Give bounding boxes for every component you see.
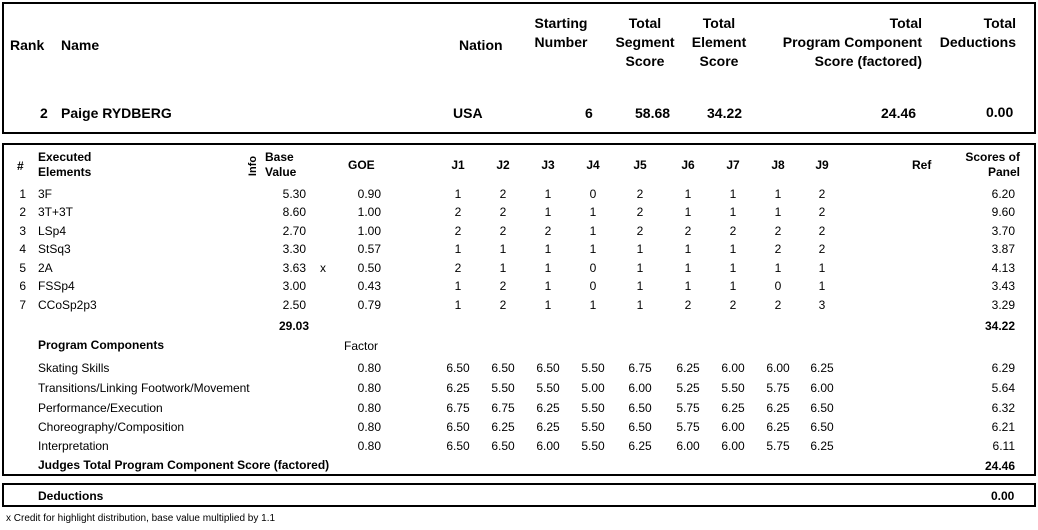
component-name: Choreography/Composition [38,420,185,434]
component-judge-score-j7: 6.00 [721,420,745,434]
element-goe: 0.57 [357,242,381,256]
element-panel-score: 3.70 [991,224,1015,238]
program-components-title: Program Components [38,338,165,352]
component-judge-score-j2: 6.50 [491,361,515,375]
element-judge-score-j8: 1 [774,205,782,219]
component-judge-score-j4: 5.50 [581,439,605,453]
element-judge-score-j9: 1 [818,261,826,275]
element-goe: 0.90 [357,187,381,201]
component-judge-score-j6: 6.00 [676,439,700,453]
element-judge-score-j2: 2 [499,279,507,293]
component-judge-score-j9: 6.00 [810,381,834,395]
component-panel-score: 6.11 [992,439,1015,453]
nation-header: Nation [459,37,503,53]
component-panel-score: 6.29 [991,361,1015,375]
component-name: Interpretation [38,439,109,453]
skater-nation: USA [453,105,483,121]
pcs-total-label: Judges Total Program Component Score (factored) [38,458,330,472]
element-judge-score-j9: 2 [818,187,826,201]
element-name: 2A [38,261,53,275]
deductions-box [2,483,1036,507]
element-judge-score-j8: 2 [774,224,782,238]
element-number-header: # [17,159,24,173]
component-factor: 0.80 [357,439,381,453]
element-judge-score-j1: 2 [454,224,462,238]
element-judge-score-j3: 1 [544,261,552,275]
element-name: 3T+3T [38,205,74,219]
judge-header-3: J3 [541,158,555,172]
element-name: FSSp4 [38,279,75,293]
element-judge-score-j3: 1 [544,242,552,256]
component-panel-score: 6.32 [991,401,1015,415]
element-name: 3F [38,187,53,201]
skater-total-deductions: 0.00 [986,104,1014,120]
element-judge-score-j7: 1 [729,242,737,256]
element-number: 5 [19,261,26,275]
element-name: LSp4 [38,224,67,238]
component-judge-score-j4: 5.00 [581,381,605,395]
element-goe: 0.50 [357,261,381,275]
element-judge-score-j2: 2 [499,224,507,238]
total-element-score-header: Total Element Score [691,15,747,69]
element-judge-score-j1: 1 [454,279,462,293]
component-judge-score-j5: 6.25 [628,439,652,453]
component-judge-score-j9: 6.25 [810,439,834,453]
element-number: 7 [19,298,26,312]
element-judge-score-j3: 1 [544,298,552,312]
element-goe: 0.43 [357,279,381,293]
element-judge-score-j4: 0 [589,187,597,201]
element-judge-score-j1: 2 [454,205,462,219]
elements-total-base-value: 29.03 [279,319,310,333]
component-judge-score-j3: 6.00 [536,439,560,453]
component-factor: 0.80 [357,361,381,375]
component-judge-score-j9: 6.25 [810,361,834,375]
element-judge-score-j8: 0 [774,279,782,293]
element-judge-score-j5: 1 [636,279,644,293]
element-bonus-marker: x [320,261,326,275]
element-judge-score-j4: 0 [589,279,597,293]
element-judge-score-j6: 2 [684,224,692,238]
element-judge-score-j9: 2 [818,205,826,219]
component-name: Performance/Execution [38,401,163,415]
component-judge-score-j3: 6.25 [536,401,560,415]
element-base-value: 8.60 [282,205,306,219]
element-judge-score-j1: 1 [454,187,462,201]
element-judge-score-j6: 1 [684,187,692,201]
skater-starting-number: 6 [585,105,593,121]
component-factor: 0.80 [357,420,381,434]
element-judge-score-j6: 2 [684,298,692,312]
element-judge-score-j7: 1 [729,279,737,293]
total-segment-score-header: Total Segment Score [615,15,675,69]
judge-header-6: J6 [681,158,695,172]
component-judge-score-j2: 5.50 [491,381,515,395]
executed-elements-header: Executed Elements [38,150,92,179]
component-judge-score-j8: 6.25 [766,420,790,434]
component-factor: 0.80 [357,381,381,395]
element-judge-score-j5: 1 [636,261,644,275]
skater-name: Paige RYDBERG [61,105,172,121]
judge-header-4: J4 [586,158,600,172]
element-panel-score: 9.60 [991,205,1015,219]
starting-number-header: Starting Number [534,15,588,50]
judge-header-7: J7 [726,158,740,172]
skater-total-segment-score: 58.68 [635,105,671,121]
element-panel-score: 3.43 [991,279,1015,293]
component-judge-score-j9: 6.50 [810,401,834,415]
goe-header: GOE [348,158,375,172]
element-judge-score-j9: 2 [818,242,826,256]
element-judge-score-j2: 2 [499,298,507,312]
element-judge-score-j2: 1 [499,261,507,275]
component-judge-score-j3: 6.25 [536,420,560,434]
element-judge-score-j4: 0 [589,261,597,275]
component-judge-score-j7: 5.50 [721,381,745,395]
component-judge-score-j6: 5.75 [676,401,700,415]
footnote: x Credit for highlight distribution, base value multiplied by 1.1 [6,513,276,524]
element-name: CCoSp2p3 [38,298,97,312]
element-judge-score-j3: 1 [544,187,552,201]
element-base-value: 3.00 [282,279,306,293]
element-judge-score-j5: 2 [636,205,644,219]
element-judge-score-j4: 1 [589,298,597,312]
element-judge-score-j5: 1 [636,242,644,256]
element-base-value: 5.30 [282,187,306,201]
element-judge-score-j7: 1 [729,205,737,219]
element-judge-score-j5: 2 [636,187,644,201]
component-judge-score-j2: 6.25 [491,420,515,434]
element-judge-score-j9: 3 [818,298,826,312]
component-judge-score-j6: 5.75 [676,420,700,434]
element-judge-score-j4: 1 [589,224,597,238]
component-name: Transitions/Linking Footwork/Movement [38,381,250,395]
ref-header: Ref [912,158,932,172]
element-judge-score-j8: 2 [774,298,782,312]
skater-total-element-score: 34.22 [707,105,743,121]
element-judge-score-j1: 1 [454,298,462,312]
scores-of-panel-header: Scores of Panel [965,150,1020,179]
element-judge-score-j2: 2 [499,205,507,219]
component-judge-score-j7: 6.25 [721,401,745,415]
element-judge-score-j3: 1 [544,279,552,293]
element-base-value: 2.70 [282,224,306,238]
factor-header: Factor [344,339,379,353]
element-judge-score-j6: 1 [684,242,692,256]
component-panel-score: 5.64 [991,381,1015,395]
element-name: StSq3 [38,242,71,256]
element-panel-score: 4.13 [991,261,1015,275]
element-judge-score-j8: 1 [774,187,782,201]
judge-header-2: J2 [496,158,510,172]
element-judge-score-j7: 2 [729,298,737,312]
deductions-value: 0.00 [991,489,1015,503]
component-judge-score-j1: 6.50 [446,420,470,434]
element-judge-score-j6: 1 [684,261,692,275]
deductions-label: Deductions [38,489,104,503]
component-factor: 0.80 [357,401,381,415]
component-judge-score-j3: 5.50 [536,381,560,395]
judge-header-8: J8 [771,158,785,172]
total-pcs-header: Total Program Component Score (factored) [782,15,922,69]
element-judge-score-j8: 2 [774,242,782,256]
component-judge-score-j6: 6.25 [676,361,700,375]
element-judge-score-j4: 1 [589,205,597,219]
component-judge-score-j8: 6.00 [766,361,790,375]
judge-header-9: J9 [815,158,829,172]
element-judge-score-j7: 1 [729,261,737,275]
component-judge-score-j5: 6.75 [628,361,652,375]
component-judge-score-j7: 6.00 [721,361,745,375]
pcs-total-value: 24.46 [985,459,1016,473]
component-judge-score-j1: 6.75 [446,401,470,415]
element-number: 1 [19,187,26,201]
skater-rank: 2 [40,105,48,121]
component-judge-score-j1: 6.50 [446,361,470,375]
component-judge-score-j8: 5.75 [766,439,790,453]
component-judge-score-j9: 6.50 [810,420,834,434]
element-judge-score-j3: 2 [544,224,552,238]
element-judge-score-j3: 1 [544,205,552,219]
component-name: Skating Skills [38,361,110,375]
component-judge-score-j4: 5.50 [581,401,605,415]
element-panel-score: 3.29 [991,298,1015,312]
element-judge-score-j2: 2 [499,187,507,201]
total-deductions-header: Total Deductions [939,15,1016,50]
judge-header-5: J5 [633,158,647,172]
info-header: Info [247,155,260,177]
component-panel-score: 6.21 [991,420,1015,434]
element-panel-score: 6.20 [991,187,1015,201]
element-goe: 1.00 [357,224,381,238]
element-judge-score-j2: 1 [499,242,507,256]
element-number: 6 [19,279,26,293]
element-panel-score: 3.87 [991,242,1015,256]
element-judge-score-j1: 1 [454,242,462,256]
element-judge-score-j7: 2 [729,224,737,238]
element-judge-score-j5: 1 [636,298,644,312]
element-judge-score-j7: 1 [729,187,737,201]
component-judge-score-j4: 5.50 [581,361,605,375]
element-judge-score-j6: 1 [684,205,692,219]
element-judge-score-j1: 2 [454,261,462,275]
element-number: 2 [19,205,26,219]
component-judge-score-j1: 6.50 [446,439,470,453]
component-judge-score-j1: 6.25 [446,381,470,395]
component-judge-score-j8: 6.25 [766,401,790,415]
base-value-header: Base Value [265,150,297,179]
component-judge-score-j7: 6.00 [721,439,745,453]
element-judge-score-j5: 2 [636,224,644,238]
element-base-value: 2.50 [282,298,306,312]
element-goe: 1.00 [357,205,381,219]
element-judge-score-j4: 1 [589,242,597,256]
judge-header-1: J1 [451,158,465,172]
element-judge-score-j6: 1 [684,279,692,293]
component-judge-score-j8: 5.75 [766,381,790,395]
component-judge-score-j5: 6.50 [628,420,652,434]
component-judge-score-j3: 6.50 [536,361,560,375]
skater-total-pcs: 24.46 [881,105,917,121]
component-judge-score-j5: 6.00 [628,381,652,395]
name-header: Name [61,37,100,53]
component-judge-score-j2: 6.50 [491,439,515,453]
element-judge-score-j8: 1 [774,261,782,275]
element-judge-score-j9: 1 [818,279,826,293]
element-base-value: 3.63 [282,261,306,275]
element-number: 4 [19,242,26,256]
rank-header: Rank [10,37,45,53]
element-judge-score-j9: 2 [818,224,826,238]
component-judge-score-j4: 5.50 [581,420,605,434]
component-judge-score-j5: 6.50 [628,401,652,415]
element-base-value: 3.30 [282,242,306,256]
element-goe: 0.79 [357,298,381,312]
elements-total-score: 34.22 [985,319,1016,333]
element-number: 3 [19,224,26,238]
component-judge-score-j6: 5.25 [676,381,700,395]
component-judge-score-j2: 6.75 [491,401,515,415]
